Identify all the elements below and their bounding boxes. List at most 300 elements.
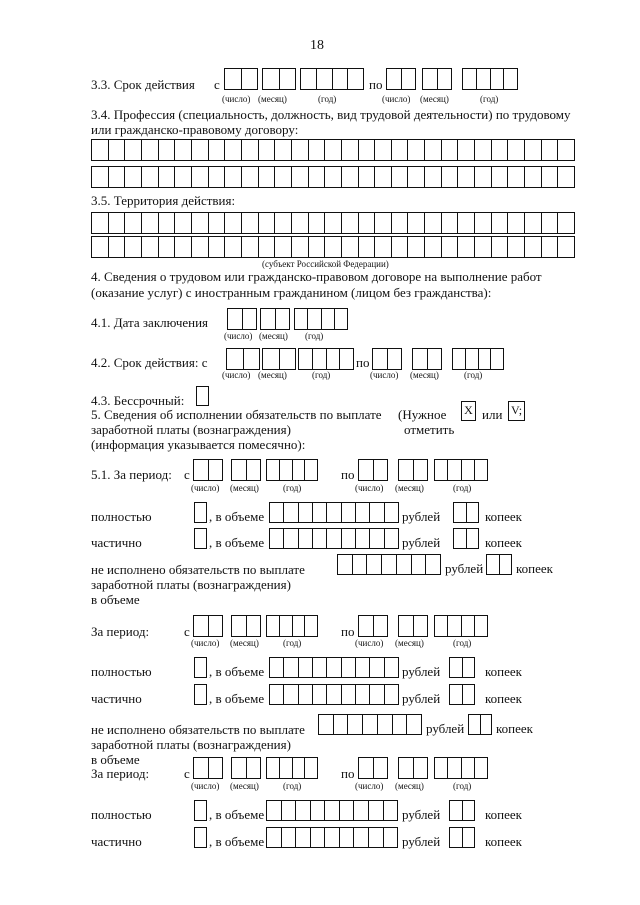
form-cell[interactable] [491, 237, 508, 257]
form-cell[interactable] [355, 529, 369, 548]
form-cell[interactable] [425, 555, 440, 574]
form-cell[interactable] [474, 213, 491, 233]
p3-from-day-field[interactable] [193, 757, 223, 779]
form-cell[interactable] [384, 529, 398, 548]
form-cell[interactable] [474, 237, 491, 257]
form-cell[interactable] [341, 503, 355, 522]
p2-full-volume-label: , в объеме [209, 664, 265, 679]
form-cell[interactable] [377, 715, 392, 734]
form-cell[interactable] [281, 801, 296, 820]
form-cell[interactable] [524, 167, 541, 187]
form-cell[interactable] [341, 140, 358, 160]
p2-partial-checkbox[interactable] [194, 684, 207, 705]
s33-to-day-field[interactable] [386, 68, 416, 90]
form-cell[interactable] [258, 237, 275, 257]
p2-full-label: полностью [91, 664, 152, 679]
form-cell[interactable] [241, 213, 258, 233]
form-cell[interactable] [308, 140, 325, 160]
s41-day-field[interactable] [227, 308, 257, 330]
form-cell[interactable] [557, 167, 574, 187]
form-cell[interactable] [270, 685, 283, 704]
form-cell[interactable] [324, 213, 341, 233]
s42-to-month-field[interactable] [412, 348, 442, 370]
p1-from-day-field[interactable] [193, 459, 223, 481]
s33-caption-to-day: (число) [382, 94, 411, 104]
s41-caption-day: (число) [224, 331, 253, 341]
form-cell[interactable] [270, 529, 283, 548]
s4-text-line2: (оказание услуг) с иностранным гражданином (лицом без гражданства): [91, 285, 492, 300]
form-cell[interactable] [241, 167, 258, 187]
p2-to-month-field[interactable] [398, 615, 428, 637]
form-cell[interactable] [424, 213, 441, 233]
form-cell[interactable] [407, 213, 424, 233]
form-cell[interactable] [326, 503, 340, 522]
form-cell[interactable] [541, 167, 558, 187]
s43-indefinite-checkbox[interactable] [196, 386, 209, 406]
form-cell[interactable] [92, 140, 108, 160]
p3-partial-kopecks-field[interactable] [449, 827, 475, 848]
form-cell[interactable] [383, 801, 398, 820]
form-cell[interactable] [441, 237, 458, 257]
form-cell[interactable] [124, 213, 141, 233]
p1-unpaid-rubles-field[interactable] [337, 554, 441, 575]
form-cell[interactable] [355, 685, 369, 704]
s42-caption-to-day: (число) [370, 370, 399, 380]
form-cell[interactable] [406, 715, 421, 734]
p3-partial-label: частично [91, 834, 142, 849]
form-cell[interactable] [374, 237, 391, 257]
p1-to-month-field[interactable] [398, 459, 428, 481]
form-cell[interactable] [339, 828, 354, 847]
p2-from-month-field[interactable] [231, 615, 261, 637]
form-cell[interactable] [347, 715, 362, 734]
form-cell[interactable] [298, 685, 312, 704]
form-cell[interactable] [224, 213, 241, 233]
page-number: 18 [310, 38, 324, 53]
form-cell[interactable] [369, 529, 383, 548]
p2-from-day-field[interactable] [193, 615, 223, 637]
p1-to-day-field[interactable] [358, 459, 388, 481]
form-cell[interactable] [368, 828, 383, 847]
p1-from-label: с [184, 467, 190, 482]
p1-to-year-field[interactable] [434, 459, 488, 481]
form-cell[interactable] [369, 503, 383, 522]
form-cell[interactable] [270, 658, 283, 677]
form-cell[interactable] [326, 658, 340, 677]
form-cell[interactable] [341, 167, 358, 187]
form-cell[interactable] [108, 237, 125, 257]
form-cell[interactable] [411, 555, 426, 574]
p1-partial-rubles-label: рублей [402, 535, 441, 550]
form-cell[interactable] [191, 140, 208, 160]
form-cell[interactable] [291, 140, 308, 160]
form-cell[interactable] [298, 658, 312, 677]
form-cell[interactable] [339, 801, 354, 820]
p1-caption-year: (год) [283, 483, 302, 493]
form-cell[interactable] [491, 167, 508, 187]
form-cell[interactable] [283, 658, 297, 677]
form-cell[interactable] [108, 167, 125, 187]
form-cell[interactable] [274, 237, 291, 257]
form-cell[interactable] [224, 237, 241, 257]
form-cell[interactable] [319, 715, 333, 734]
form-cell[interactable] [392, 715, 407, 734]
p1-caption-to-day: (число) [355, 483, 384, 493]
form-cell[interactable] [283, 503, 297, 522]
p1-caption-to-year: (год) [453, 483, 472, 493]
p1-partial-rubles-field[interactable] [269, 528, 399, 549]
s5-text-line2: заработной платы (вознаграждения) [91, 422, 291, 437]
p1-full-rubles-field[interactable] [269, 502, 399, 523]
p2-full-rubles-field[interactable] [269, 657, 399, 678]
form-cell[interactable] [258, 213, 275, 233]
form-cell[interactable] [291, 237, 308, 257]
s34-profession-row1[interactable] [91, 139, 575, 161]
form-cell[interactable] [270, 503, 283, 522]
p3-to-day-field[interactable] [358, 757, 388, 779]
form-cell[interactable] [274, 213, 291, 233]
form-cell[interactable] [324, 801, 339, 820]
form-cell[interactable] [355, 658, 369, 677]
form-cell[interactable] [457, 237, 474, 257]
p2-unpaid-line3: в объеме [91, 752, 140, 767]
form-cell[interactable] [341, 529, 355, 548]
s42-caption-day: (число) [222, 370, 251, 380]
p2-partial-kopecks-label: копеек [485, 691, 522, 706]
form-cell[interactable] [158, 140, 175, 160]
form-cell[interactable] [557, 140, 574, 160]
form-cell[interactable] [291, 167, 308, 187]
form-cell[interactable] [353, 801, 368, 820]
form-cell[interactable] [312, 503, 326, 522]
p2-unpaid-line2: заработной платы (вознаграждения) [91, 737, 291, 752]
form-cell[interactable] [310, 801, 325, 820]
form-cell[interactable] [358, 140, 375, 160]
form-cell[interactable] [441, 213, 458, 233]
form-cell[interactable] [384, 503, 398, 522]
form-cell[interactable] [298, 503, 312, 522]
form-cell[interactable] [241, 140, 258, 160]
p2-full-kopecks-field[interactable] [449, 657, 475, 678]
form-cell[interactable] [326, 529, 340, 548]
form-cell[interactable] [174, 237, 191, 257]
p1-from-month-field[interactable] [231, 459, 261, 481]
form-cell[interactable] [158, 237, 175, 257]
form-cell[interactable] [92, 167, 108, 187]
form-cell[interactable] [174, 140, 191, 160]
p3-from-year-field[interactable] [266, 757, 318, 779]
s4-text-line1: 4. Сведения о трудовом или гражданско-правовом договоре на выполнение работ [91, 269, 542, 284]
p2-unpaid-rubles-label: рублей [426, 721, 465, 736]
form-cell[interactable] [141, 140, 158, 160]
form-cell[interactable] [541, 237, 558, 257]
s41-year-field[interactable] [294, 308, 348, 330]
form-cell[interactable] [366, 555, 381, 574]
form-cell[interactable] [457, 140, 474, 160]
form-cell[interactable] [224, 167, 241, 187]
form-cell[interactable] [381, 555, 396, 574]
s42-caption-to-month: (месяц) [410, 370, 439, 380]
p3-partial-volume-label: , в объеме [209, 834, 265, 849]
s33-from-year-field[interactable] [300, 68, 364, 90]
form-cell[interactable] [295, 801, 310, 820]
form-cell[interactable] [374, 140, 391, 160]
p2-to-day-field[interactable] [358, 615, 388, 637]
p2-unpaid-rubles-field[interactable] [318, 714, 422, 735]
form-cell[interactable] [369, 658, 383, 677]
p3-full-checkbox[interactable] [194, 800, 207, 821]
s42-caption-to-year: (год) [464, 370, 483, 380]
form-cell[interactable] [308, 237, 325, 257]
p1-unpaid-line2: заработной платы (вознаграждения) [91, 577, 291, 592]
form-cell[interactable] [224, 140, 241, 160]
p1-partial-checkbox[interactable] [194, 528, 207, 549]
form-cell[interactable] [124, 237, 141, 257]
form-cell[interactable] [557, 213, 574, 233]
p3-caption-to-day: (число) [355, 781, 384, 791]
p1-full-kopecks-field[interactable] [453, 502, 479, 523]
form-cell[interactable] [391, 237, 408, 257]
s42-label: 4.2. Срок действия: с [91, 355, 208, 370]
form-cell[interactable] [312, 529, 326, 548]
form-cell[interactable] [358, 167, 375, 187]
form-cell[interactable] [295, 828, 310, 847]
form-cell[interactable] [308, 213, 325, 233]
s42-from-year-field[interactable] [298, 348, 354, 370]
form-cell[interactable] [341, 685, 355, 704]
form-cell[interactable] [362, 715, 377, 734]
form-cell[interactable] [341, 237, 358, 257]
p1-unpaid-rubles-label: рублей [445, 561, 484, 576]
form-cell[interactable] [353, 828, 368, 847]
form-cell[interactable] [124, 167, 141, 187]
p2-caption-to-year: (год) [453, 638, 472, 648]
form-cell[interactable] [310, 828, 325, 847]
p1-partial-volume-label: , в объеме [209, 535, 265, 550]
form-cell[interactable] [368, 801, 383, 820]
s5-note-or: или [482, 407, 503, 422]
p2-from-year-field[interactable] [266, 615, 318, 637]
s42-caption-year: (год) [312, 370, 331, 380]
s42-to-year-field[interactable] [452, 348, 504, 370]
form-cell[interactable] [541, 213, 558, 233]
form-cell[interactable] [312, 658, 326, 677]
form-cell[interactable] [258, 140, 275, 160]
form-cell[interactable] [267, 828, 281, 847]
form-cell[interactable] [355, 503, 369, 522]
form-cell[interactable] [283, 685, 297, 704]
form-cell[interactable] [524, 213, 541, 233]
p1-unpaid-kopecks-label: копеек [516, 561, 553, 576]
s41-label: 4.1. Дата заключения [91, 315, 209, 330]
p1-unpaid-kopecks-field[interactable] [486, 554, 512, 575]
form-cell[interactable] [324, 237, 341, 257]
p2-partial-label: частично [91, 691, 142, 706]
form-cell[interactable] [374, 167, 391, 187]
form-cell[interactable] [391, 140, 408, 160]
form-cell[interactable] [507, 140, 524, 160]
form-cell[interactable] [524, 140, 541, 160]
form-cell[interactable] [191, 213, 208, 233]
s41-month-field[interactable] [260, 308, 290, 330]
p2-to-label: по [341, 624, 355, 639]
s42-from-day-field[interactable] [226, 348, 260, 370]
p2-caption-year: (год) [283, 638, 302, 648]
s42-from-month-field[interactable] [262, 348, 296, 370]
form-cell[interactable] [396, 555, 411, 574]
form-cell[interactable] [298, 529, 312, 548]
form-cell[interactable] [358, 213, 375, 233]
form-cell[interactable] [384, 685, 398, 704]
form-cell[interactable] [174, 167, 191, 187]
form-cell[interactable] [267, 801, 281, 820]
p2-full-checkbox[interactable] [194, 657, 207, 678]
p2-partial-volume-label: , в объеме [209, 691, 265, 706]
form-cell[interactable] [541, 140, 558, 160]
s33-from-label: с [214, 77, 220, 92]
p3-caption-to-month: (месяц) [395, 781, 424, 791]
form-cell[interactable] [281, 828, 296, 847]
s33-to-label: по [369, 77, 383, 92]
form-cell[interactable] [441, 140, 458, 160]
form-cell[interactable] [191, 237, 208, 257]
form-cell[interactable] [92, 237, 108, 257]
form-cell[interactable] [208, 213, 225, 233]
form-cell[interactable] [208, 237, 225, 257]
form-cell[interactable] [208, 140, 225, 160]
form-cell[interactable] [141, 167, 158, 187]
s33-to-month-field[interactable] [422, 68, 452, 90]
p3-partial-rubles-field[interactable] [266, 827, 398, 848]
form-cell[interactable] [384, 658, 398, 677]
form-cell[interactable] [124, 140, 141, 160]
s33-from-month-field[interactable] [262, 68, 296, 90]
form-cell[interactable] [352, 555, 367, 574]
s33-to-year-field[interactable] [462, 68, 518, 90]
form-cell[interactable] [241, 237, 258, 257]
form-cell[interactable] [291, 213, 308, 233]
form-cell[interactable] [358, 237, 375, 257]
form-cell[interactable] [324, 828, 339, 847]
form-cell[interactable] [174, 213, 191, 233]
form-cell[interactable] [274, 140, 291, 160]
form-cell[interactable] [507, 237, 524, 257]
form-cell[interactable] [391, 167, 408, 187]
p1-full-checkbox[interactable] [194, 502, 207, 523]
p3-to-month-field[interactable] [398, 757, 428, 779]
p3-from-label: с [184, 766, 190, 781]
form-cell[interactable] [341, 658, 355, 677]
s5-text-line1: 5. Сведения об исполнении обязательств по выплате [91, 407, 382, 422]
form-cell[interactable] [424, 167, 441, 187]
form-cell[interactable] [507, 213, 524, 233]
s33-caption-to-month: (месяц) [420, 94, 449, 104]
form-cell[interactable] [391, 213, 408, 233]
form-cell[interactable] [369, 685, 383, 704]
s5-note-mark: отметить [404, 422, 455, 437]
p3-to-year-field[interactable] [434, 757, 488, 779]
form-cell[interactable] [474, 140, 491, 160]
form-cell[interactable] [274, 167, 291, 187]
form-cell[interactable] [308, 167, 325, 187]
p1-full-rubles-label: рублей [402, 509, 441, 524]
s33-caption-day: (число) [222, 94, 251, 104]
form-cell[interactable] [338, 555, 352, 574]
form-cell[interactable] [407, 237, 424, 257]
form-cell[interactable] [341, 213, 358, 233]
form-cell[interactable] [208, 167, 225, 187]
p2-partial-kopecks-field[interactable] [449, 684, 475, 705]
p3-full-rubles-field[interactable] [266, 800, 398, 821]
form-cell[interactable] [407, 167, 424, 187]
form-cell[interactable] [326, 685, 340, 704]
s35-territory-row2[interactable] [91, 236, 575, 258]
s34-text-line1: 3.4. Профессия (специальность, должность, вид трудовой деятельности) по трудовому [91, 107, 571, 122]
form-cell[interactable] [108, 140, 125, 160]
form-cell[interactable] [383, 828, 398, 847]
p1-from-year-field[interactable] [266, 459, 318, 481]
s35-territory-row1[interactable] [91, 212, 575, 234]
s42-to-day-field[interactable] [372, 348, 402, 370]
form-cell[interactable] [108, 213, 125, 233]
p2-to-year-field[interactable] [434, 615, 488, 637]
form-cell[interactable] [92, 213, 108, 233]
form-cell[interactable] [312, 685, 326, 704]
p2-caption-to-month: (месяц) [395, 638, 424, 648]
form-cell[interactable] [374, 213, 391, 233]
p3-full-kopecks-field[interactable] [449, 800, 475, 821]
p3-partial-checkbox[interactable] [194, 827, 207, 848]
form-cell[interactable] [424, 237, 441, 257]
p1-caption-month: (месяц) [230, 483, 259, 493]
form-cell[interactable] [158, 213, 175, 233]
form-cell[interactable] [491, 140, 508, 160]
form-cell[interactable] [141, 213, 158, 233]
form-cell[interactable] [258, 167, 275, 187]
form-cell[interactable] [141, 237, 158, 257]
form-cell[interactable] [283, 529, 297, 548]
p1-partial-kopecks-field[interactable] [453, 528, 479, 549]
p2-partial-rubles-field[interactable] [269, 684, 399, 705]
form-cell[interactable] [158, 167, 175, 187]
form-cell[interactable] [333, 715, 348, 734]
form-cell[interactable] [457, 167, 474, 187]
form-cell[interactable] [491, 213, 508, 233]
s33-from-day-field[interactable] [224, 68, 258, 90]
form-cell[interactable] [424, 140, 441, 160]
form-cell[interactable] [507, 167, 524, 187]
s34-profession-row2[interactable] [91, 166, 575, 188]
form-cell[interactable] [407, 140, 424, 160]
form-cell[interactable] [457, 213, 474, 233]
p1-unpaid-line3: в объеме [91, 592, 140, 607]
s33-caption-month: (месяц) [258, 94, 287, 104]
form-cell[interactable] [524, 237, 541, 257]
p3-from-month-field[interactable] [231, 757, 261, 779]
form-cell[interactable] [557, 237, 574, 257]
form-cell[interactable] [324, 140, 341, 160]
p3-full-rubles-label: рублей [402, 807, 441, 822]
form-cell[interactable] [474, 167, 491, 187]
p3-caption-year: (год) [283, 781, 302, 791]
p2-caption-month: (месяц) [230, 638, 259, 648]
p3-caption-month: (месяц) [230, 781, 259, 791]
p2-unpaid-kopecks-field[interactable] [468, 714, 492, 735]
form-cell[interactable] [441, 167, 458, 187]
s34-text-line2: или гражданско-правовому договору: [91, 122, 299, 137]
form-cell[interactable] [191, 167, 208, 187]
form-cell[interactable] [324, 167, 341, 187]
